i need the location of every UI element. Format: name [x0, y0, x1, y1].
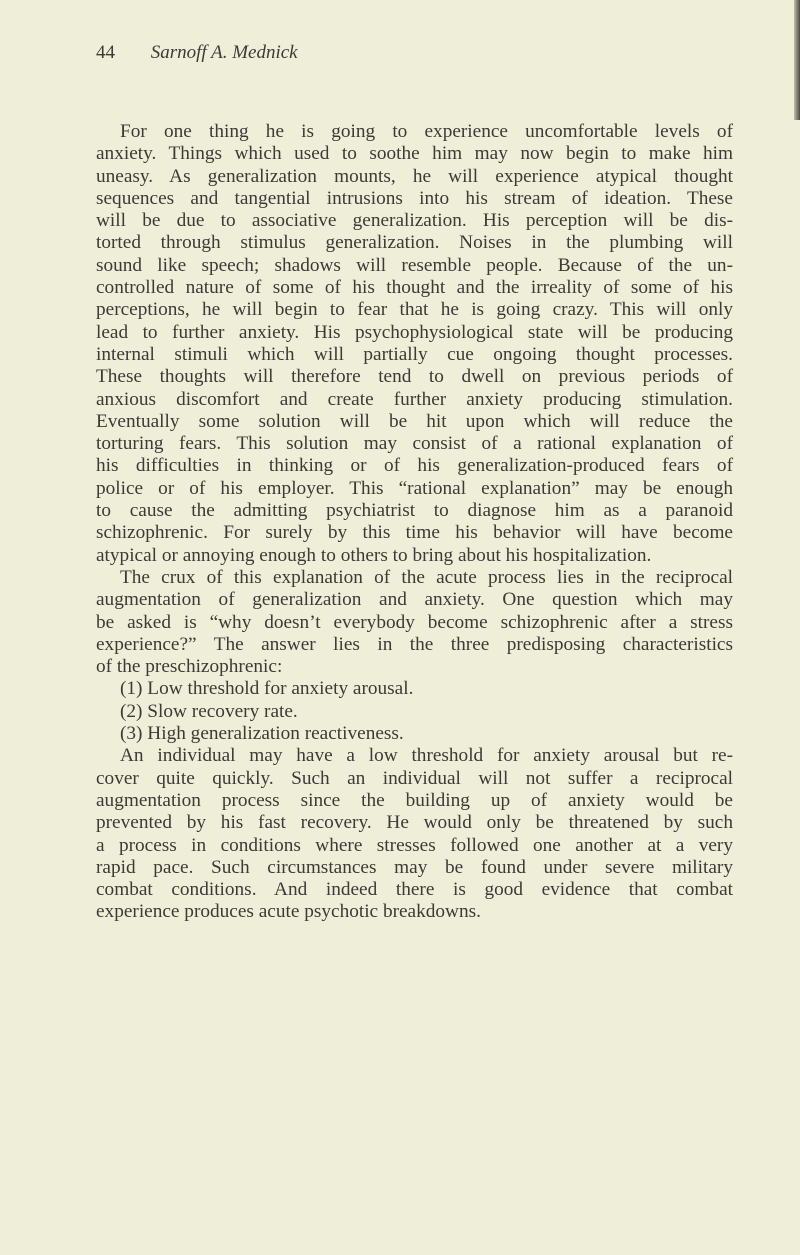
text-line: will be due to associative generalization. His perception will be dis- [96, 210, 733, 232]
text-line: An individual may have a low threshold for anxiety arousal but re- [120, 745, 733, 767]
text-line: anxiety. Things which used to soothe him may now begin to make him [96, 143, 733, 165]
text-line: experience?” The answer lies in the three predisposing characteristics [96, 633, 733, 655]
text-line: These thoughts will therefore tend to dwell on previous periods of [96, 366, 733, 388]
text-line: The crux of this explanation of the acute process lies in the reciprocal [120, 566, 733, 588]
text-line: torted through stimulus generalization. Noises in the plumbing will [96, 232, 733, 254]
text-line: torturing fears. This solution may consist of a rational explanation of [96, 433, 733, 455]
text-line: atypical or annoying enough to others to bring about his hospitalization. [96, 544, 652, 566]
text-line: experience produces acute psychotic breakdowns. [96, 901, 481, 923]
page-number: 44 [96, 42, 115, 63]
text-line: sequences and tangential intrusions into his stream of ideation. These [96, 187, 733, 209]
text-line: lead to further anxiety. His psychophysiological state will be producing [96, 321, 733, 343]
text-line: augmentation process since the building up of anxiety would be [96, 789, 733, 811]
running-header-author: Sarnoff A. Mednick [150, 42, 298, 63]
text-line: sound like speech; shadows will resemble people. Because of the un- [96, 254, 733, 276]
text-line: schizophrenic. For surely by this time his behavior will have become [96, 522, 733, 544]
text-line: uneasy. As generalization mounts, he will experience atypical thought [96, 165, 733, 187]
text-line: For one thing he is going to experience uncomfortable levels of [120, 121, 733, 142]
text-line: (1) Low threshold for anxiety arousal. [120, 678, 414, 700]
text-line: police or of his employer. This “rational explanation” may be enough [96, 477, 733, 499]
text-line: cover quite quickly. Such an individual will not suffer a reciprocal [96, 767, 733, 789]
text-line: rapid pace. Such circumstances may be found under severe military [96, 856, 733, 878]
text-line: a process in conditions where stresses followed one another at a very [96, 834, 733, 856]
body-text [96, 121, 733, 924]
text-line: Eventually some solution will be hit upon which will reduce the [96, 410, 733, 432]
text-line: controlled nature of some of his thought and the irreality of some of his [96, 277, 733, 299]
text-line: perceptions, he will begin to fear that he is going crazy. This will only [96, 299, 733, 321]
text-line: of the preschizophrenic: [96, 656, 283, 678]
text-line: anxious discomfort and create further anxiety producing stimulation. [96, 388, 733, 410]
text-line: prevented by his fast recovery. He would only be threatened by such [96, 812, 733, 834]
page-edge-shadow [794, 0, 800, 120]
text-line: (2) Slow recovery rate. [120, 700, 298, 722]
running-header [96, 42, 298, 64]
text-line: be asked is “why doesn’t everybody become schizophrenic after a stress [96, 611, 733, 633]
text-line: his difficulties in thinking or of his generalization-produced fears of [96, 455, 733, 477]
text-line: combat conditions. And indeed there is good evidence that combat [96, 879, 733, 901]
text-line: internal stimuli which will partially cue ongoing thought processes. [96, 343, 733, 365]
text-line: augmentation of generalization and anxiety. One question which may [96, 589, 733, 611]
text-line: (3) High generalization reactiveness. [120, 723, 404, 745]
text-line: to cause the admitting psychiatrist to diagnose him as a paranoid [96, 500, 733, 522]
